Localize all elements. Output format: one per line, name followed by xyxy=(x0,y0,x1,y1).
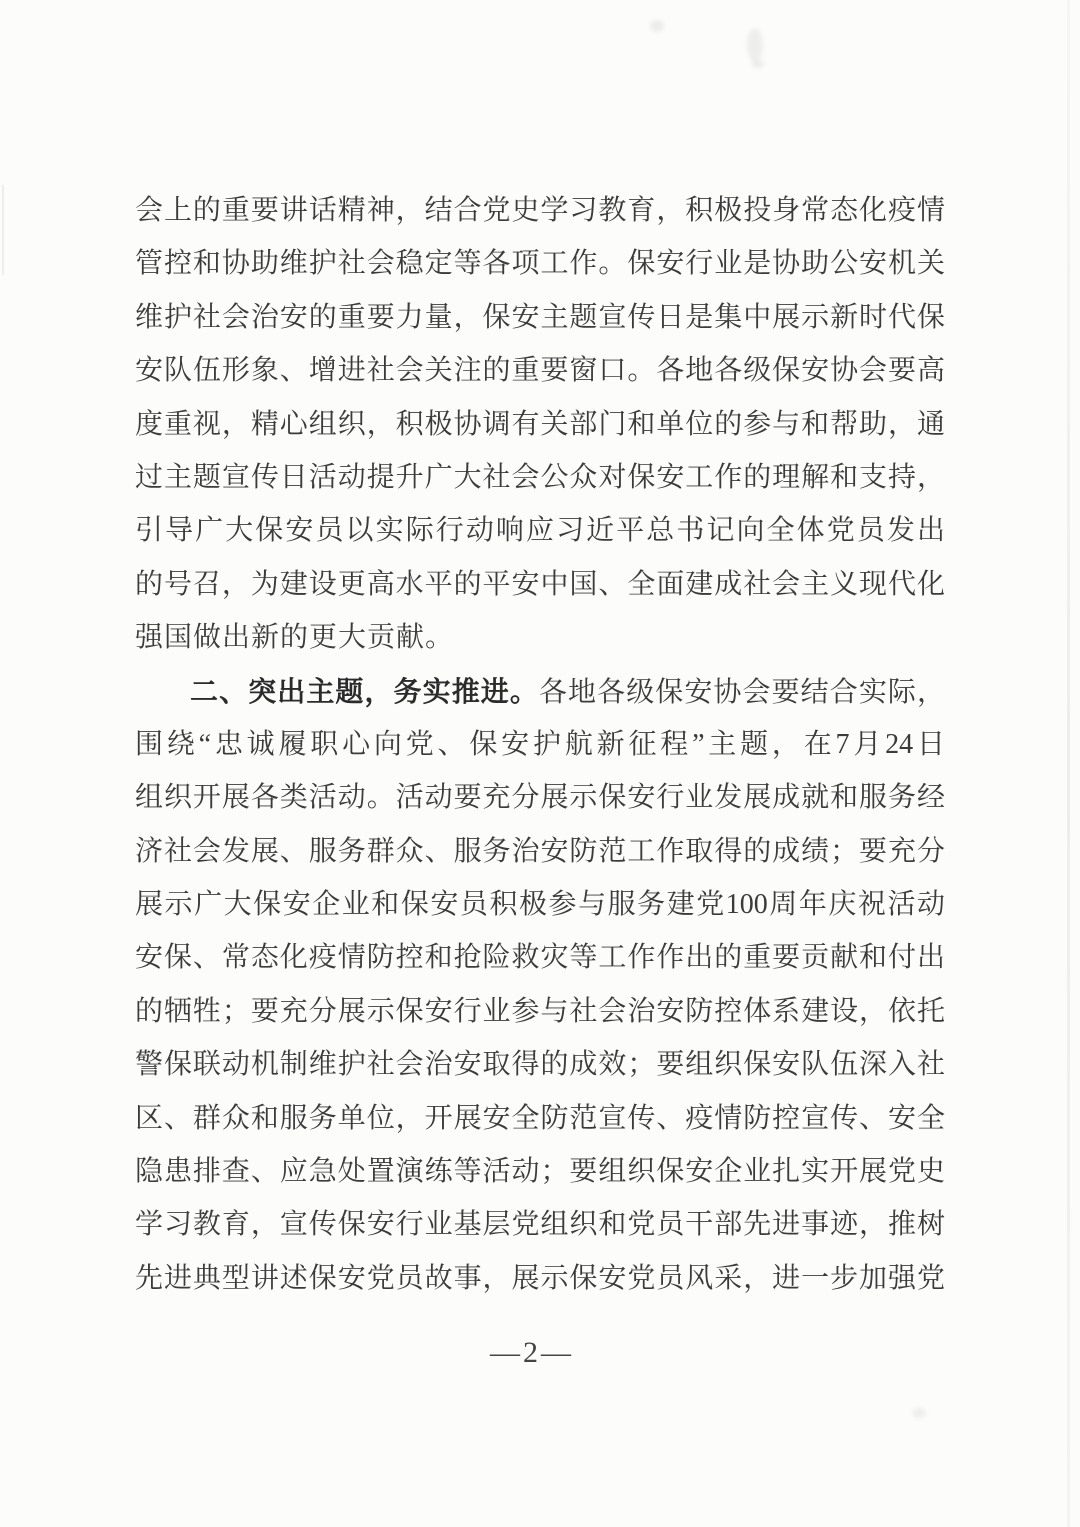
text-line: 度重视，精心组织，积极协调有关部门和单位的参与和帮助，通 xyxy=(135,408,945,440)
text-line: 围绕“忠诚履职心向党、保安护航新征程”主题，在7月24日 xyxy=(135,728,945,760)
scan-smudge xyxy=(912,1408,926,1418)
scan-edge-shadow xyxy=(1067,0,1070,1527)
scan-smudge xyxy=(752,60,764,68)
page-number: —2— xyxy=(490,1336,574,1369)
text-line: 引导广大保安员以实际行动响应习近平总书记向全体党员发出 xyxy=(135,515,945,547)
scan-smudge xyxy=(650,20,664,32)
text-line: 济社会发展、服务群众、服务治安防范工作取得的成绩；要充分 xyxy=(135,835,945,867)
scan-edge-artifact xyxy=(2,185,4,275)
text-line: 维护社会治安的重要力量，保安主题宣传日是集中展示新时代保 xyxy=(135,301,945,333)
text-line xyxy=(135,665,945,718)
text-line: 过主题宣传日活动提升广大社会公众对保安工作的理解和支持， xyxy=(135,461,945,493)
text-line: 组织开展各类活动。活动要充分展示保安行业发展成就和服务经 xyxy=(135,782,945,814)
paragraph-heading-rest: 各地各级保安协会要结合实际， xyxy=(538,676,945,708)
text-line: 警保联动机制维护社会治安取得的成效；要组织保安队伍深入社 xyxy=(135,1049,945,1081)
text-line: 的号召，为建设更高水平的平安中国、全面建成社会主义现代化 xyxy=(135,568,945,600)
text-line: 隐患排查、应急处置演练等活动；要组织保安企业扎实开展党史 xyxy=(135,1156,945,1188)
text-line: 区、群众和服务单位，开展安全防范宣传、疫情防控宣传、安全 xyxy=(135,1102,945,1134)
text-line: 学习教育，宣传保安行业基层党组织和党员干部先进事迹，推树 xyxy=(135,1209,945,1241)
text-line: 的牺牲；要充分展示保安行业参与社会治安防控体系建设，依托 xyxy=(135,995,945,1027)
paragraph-heading-bold: 二、突出主题，务实推进。 xyxy=(190,675,539,707)
text-line: 先进典型讲述保安党员故事，展示保安党员风采，进一步加强党 xyxy=(135,1262,945,1294)
text-line: 强国做出新的更大贡献。 xyxy=(135,622,455,654)
text-line: 会上的重要讲话精神，结合党史学习教育，积极投身常态化疫情 xyxy=(135,195,945,226)
text-line: 展示广大保安企业和保安员积极参与服务建党100周年庆祝活动 xyxy=(135,889,945,921)
scan-smudge xyxy=(747,28,763,62)
text-line: 安保、常态化疫情防控和抢险救灾等工作作出的重要贡献和付出 xyxy=(135,942,945,974)
text-line: 管控和协助维护社会稳定等各项工作。保安行业是协助公安机关 xyxy=(135,248,945,280)
document-body xyxy=(135,184,945,1305)
text-line: 安队伍形象、增进社会关注的重要窗口。各地各级保安协会要高 xyxy=(135,355,945,387)
